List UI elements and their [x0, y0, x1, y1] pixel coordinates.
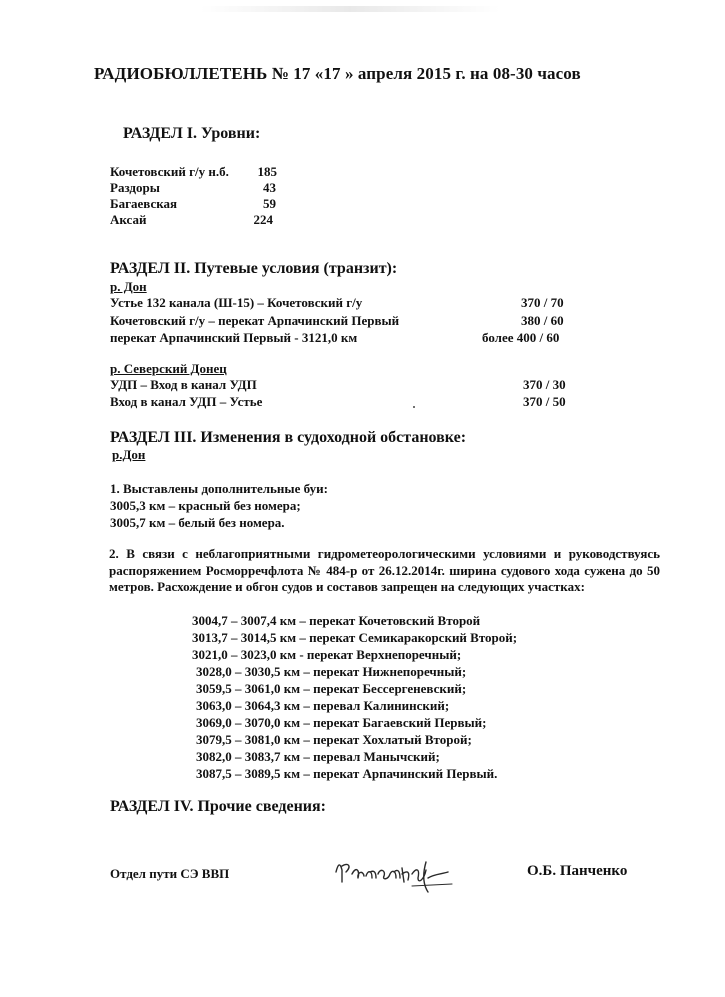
list-item: 3069,0 – 3070,0 км – перекат Багаевский Первый; [196, 715, 487, 730]
route-name: перекат Арпачинский Первый - 3121,0 км [110, 330, 358, 345]
route-value: 370 / 70 [521, 295, 564, 310]
item-2-paragraph: 2. В связи с неблагоприятными гидрометеорологическими условиями и руководствуясь распоряжением Росморречфлота № 484-р от 26.12.2014г. ширина судового хода сужена до 50 метров. Расхождение и обгон судов и составов запрещен на следующих участках: [109, 546, 660, 594]
section-3-heading: РАЗДЕЛ III. Изменения в судоходной обстановке: [110, 429, 467, 446]
level-value: 224 [253, 212, 273, 227]
bulletin-title: РАДИОБЮЛЛЕТЕНЬ № 17 «17 » апреля 2015 г. на 08-30 часов [94, 64, 581, 83]
route-value: 380 / 60 [521, 313, 564, 328]
signatory-name: О.Б. Панченко [527, 863, 628, 879]
route-name: УДП – Вход в канал УДП [110, 377, 257, 392]
level-name: Багаевская [110, 196, 178, 211]
level-name: Аксай [110, 212, 147, 227]
section-4-heading: РАЗДЕЛ IV. Прочие сведения: [110, 798, 326, 815]
level-value: 185 [257, 164, 277, 179]
river-don-label-2: р.Дон [112, 447, 146, 462]
section-2-heading: РАЗДЕЛ II. Путевые условия (транзит): [110, 260, 398, 277]
scan-speck [413, 406, 415, 408]
route-value: более 400 / 60 [482, 330, 560, 345]
list-item: 3082,0 – 3083,7 км – перевал Манычский; [196, 749, 440, 764]
route-value: 370 / 30 [523, 377, 566, 392]
list-item: 3059,5 – 3061,0 км – перекат Бессергеневский; [196, 681, 467, 696]
level-value: 43 [263, 180, 276, 195]
route-name: Кочетовский г/у – перекат Арпачинский Первый [110, 313, 400, 328]
list-item: 3021,0 – 3023,0 км - перекат Верхнепоречный; [192, 647, 462, 662]
section-1-heading: РАЗДЕЛ I. Уровни: [123, 125, 261, 142]
route-name: Устье 132 канала (Ш-15) – Кочетовский г/у [110, 295, 363, 310]
list-item: 3087,5 – 3089,5 км – перекат Арпачинский Первый. [196, 766, 498, 781]
list-item: 3028,0 – 3030,5 км – перекат Нижнепоречный; [196, 664, 467, 679]
handwritten-signature [330, 852, 460, 901]
list-item: 3013,7 – 3014,5 км – перекат Семикаракорский Второй; [192, 630, 518, 645]
scan-smudge [200, 6, 500, 12]
river-don-label: р. Дон [110, 279, 147, 294]
list-item: 3004,7 – 3007,4 км – перекат Кочетовский Второй [192, 613, 481, 628]
list-item: 3079,5 – 3081,0 км – перекат Хохлатый Второй; [196, 732, 472, 747]
list-item: 3063,0 – 3064,3 км – перевал Калининский; [196, 698, 450, 713]
river-seversky-donets-label: р. Северский Донец [110, 361, 227, 376]
level-value: 59 [263, 196, 276, 211]
department-label: Отдел пути СЭ ВВП [110, 866, 230, 881]
route-name: Вход в канал УДП – Устье [110, 394, 263, 409]
buoy-line: 3005,7 км – белый без номера. [110, 515, 285, 530]
item-1-heading: 1. Выставлены дополнительные буи: [110, 481, 328, 496]
route-value: 370 / 50 [523, 394, 566, 409]
level-name: Раздоры [110, 180, 160, 195]
buoy-line: 3005,3 км – красный без номера; [110, 498, 301, 513]
level-name: Кочетовский г/у н.б. [110, 164, 229, 179]
